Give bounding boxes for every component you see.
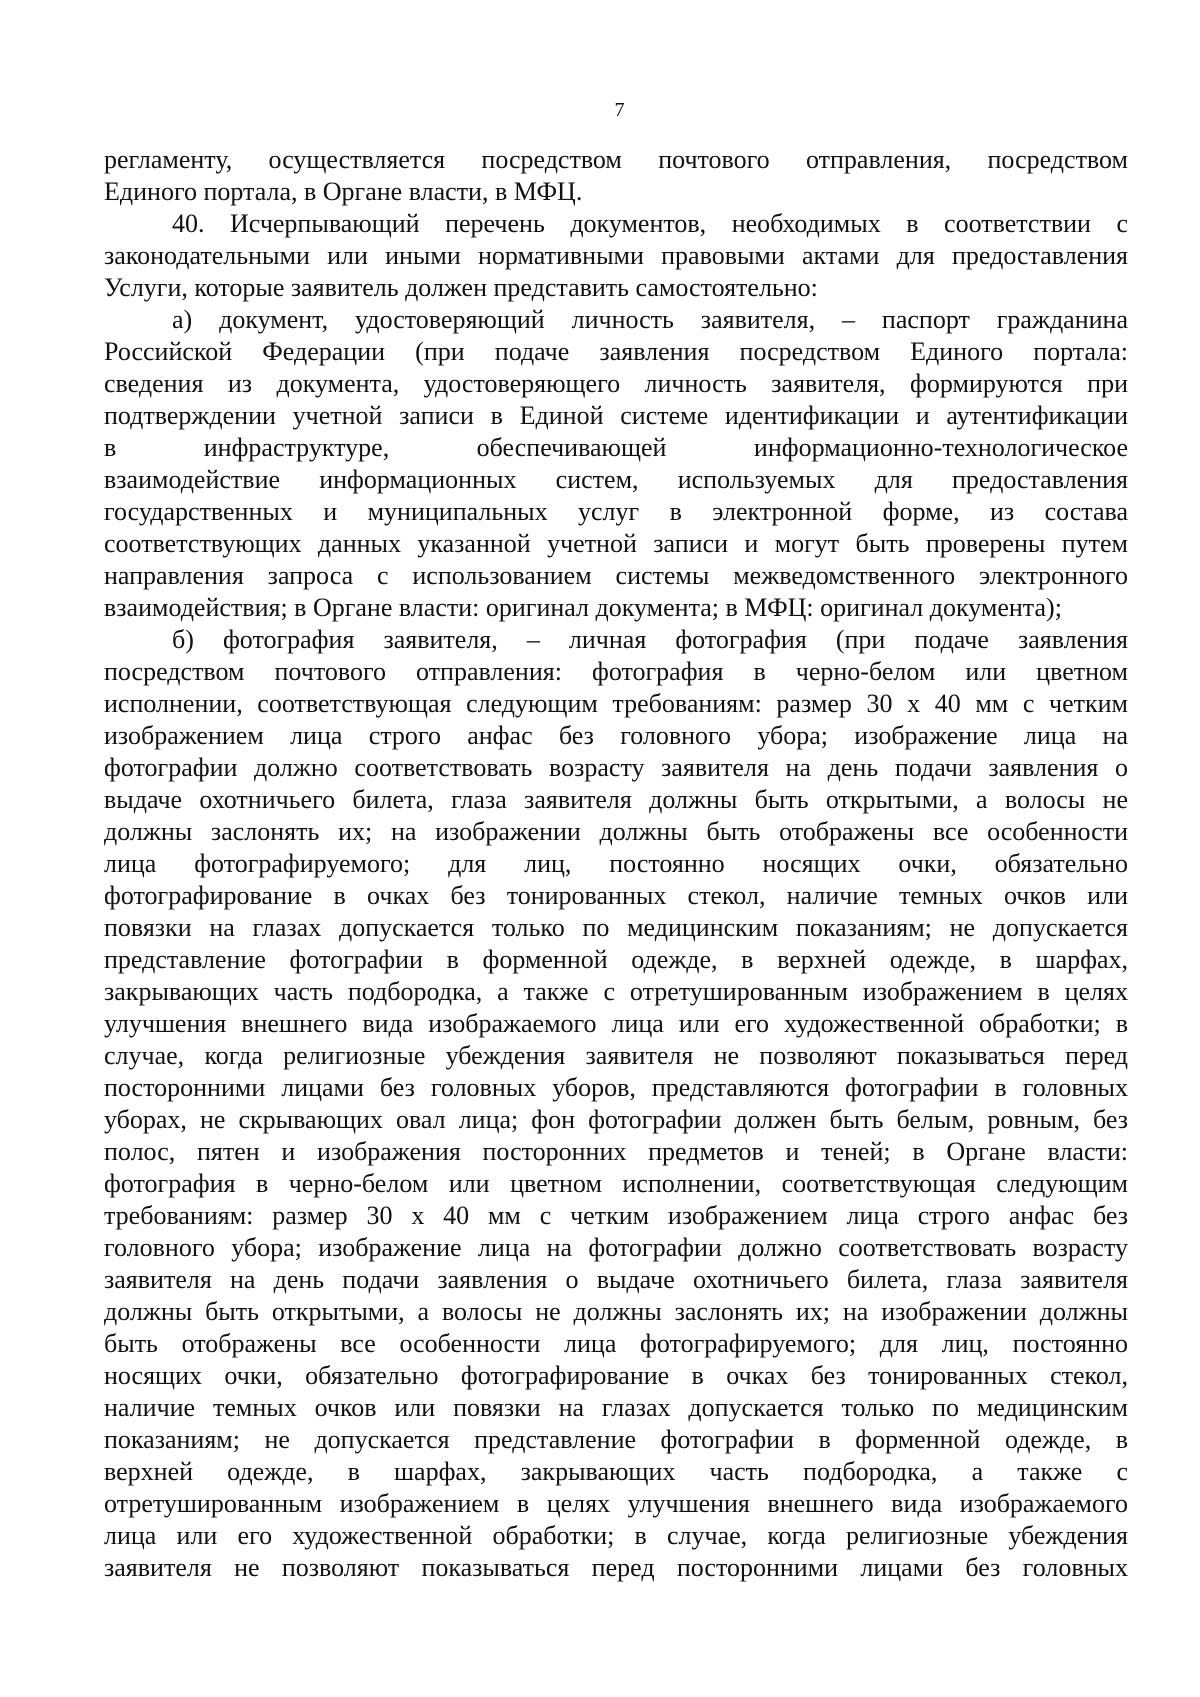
- text-line: должны заслонять их; на изображении должны быть отображены все особенности: [104, 817, 1128, 846]
- text-line: лица фотографируемого; для лиц, постоянно носящих очки, обязательно: [104, 849, 1128, 878]
- text-line: быть отображены все особенности лица фотографируемого; для лиц, постоянно: [104, 1329, 1128, 1358]
- text-line: изображением лица строго анфас без головного убора; изображение лица на: [104, 721, 1128, 750]
- text-line: показаниям; не допускается представление фотографии в форменной одежде, в: [104, 1425, 1128, 1454]
- text-line: фотографии должно соответствовать возрасту заявителя на день подачи заявления о: [104, 753, 1128, 782]
- text-line: случае, когда религиозные убеждения заявителя не позволяют показываться перед: [104, 1041, 1128, 1070]
- text-line: законодательными или иными нормативными правовыми актами для предоставления: [104, 241, 1128, 270]
- text-line: Российской Федерации (при подаче заявления посредством Единого портала:: [104, 337, 1128, 366]
- text-line: 40. Исчерпывающий перечень документов, необходимых в соответствии с: [172, 209, 1128, 238]
- text-line: сведения из документа, удостоверяющего личность заявителя, формируются при: [104, 369, 1128, 398]
- text-line: выдаче охотничьего билета, глаза заявителя должны быть открытыми, а волосы не: [104, 785, 1128, 814]
- text-line: в инфраструктуре, обеспечивающей информационно-технологическое: [104, 433, 1128, 462]
- text-line: взаимодействия; в Органе власти: оригинал документа; в МФЦ: оригинал документа);: [104, 593, 1062, 622]
- text-line: полос, пятен и изображения посторонних предметов и теней; в Органе власти:: [104, 1137, 1128, 1166]
- text-line: заявителя на день подачи заявления о выдаче охотничьего билета, глаза заявителя: [104, 1265, 1128, 1294]
- body-text: [104, 144, 1128, 1584]
- text-line: направления запроса с использованием системы межведомственного электронного: [104, 561, 1128, 590]
- text-line: требованиям: размер 30 х 40 мм с четким изображением лица строго анфас без: [104, 1201, 1128, 1230]
- text-line: посредством почтового отправления: фотография в черно-белом или цветном: [104, 657, 1128, 686]
- text-line: регламенту, осуществляется посредством почтового отправления, посредством: [104, 145, 1128, 174]
- text-line: подтверждении учетной записи в Единой системе идентификации и аутентификации: [104, 401, 1128, 430]
- text-line: а) документ, удостоверяющий личность заявителя, – паспорт гражданина: [172, 305, 1128, 334]
- text-line: Единого портала, в Органе власти, в МФЦ.: [104, 177, 583, 206]
- text-line: б) фотография заявителя, – личная фотография (при подаче заявления: [172, 625, 1128, 654]
- text-line: носящих очки, обязательно фотографирование в очках без тонированных стекол,: [104, 1361, 1128, 1390]
- text-line: улучшения внешнего вида изображаемого лица или его художественной обработки; в: [104, 1009, 1128, 1038]
- page-number: 7: [614, 99, 625, 121]
- text-line: закрывающих часть подбородка, а также с отретушированным изображением в целях: [104, 977, 1128, 1006]
- text-line: наличие темных очков или повязки на глазах допускается только по медицинским: [104, 1393, 1128, 1422]
- text-line: исполнении, соответствующая следующим требованиям: размер 30 х 40 мм с четким: [104, 689, 1128, 718]
- text-line: головного убора; изображение лица на фотографии должно соответствовать возрасту: [104, 1233, 1128, 1262]
- text-line: уборах, не скрывающих овал лица; фон фотографии должен быть белым, ровным, без: [104, 1105, 1128, 1134]
- text-line: фотография в черно-белом или цветном исполнении, соответствующая следующим: [104, 1169, 1128, 1198]
- text-line: лица или его художественной обработки; в случае, когда религиозные убеждения: [104, 1521, 1128, 1550]
- text-line: Услуги, которые заявитель должен представить самостоятельно:: [104, 273, 818, 302]
- text-line: соответствующих данных указанной учетной записи и могут быть проверены путем: [104, 529, 1128, 558]
- text-line: отретушированным изображением в целях улучшения внешнего вида изображаемого: [104, 1489, 1128, 1518]
- text-line: заявителя не позволяют показываться перед посторонними лицами без головных: [104, 1553, 1128, 1582]
- text-line: верхней одежде, в шарфах, закрывающих часть подбородка, а также с: [104, 1457, 1128, 1486]
- text-line: представление фотографии в форменной одежде, в верхней одежде, в шарфах,: [104, 945, 1128, 974]
- text-line: государственных и муниципальных услуг в электронной форме, из состава: [104, 497, 1128, 526]
- text-line: взаимодействие информационных систем, используемых для предоставления: [104, 465, 1128, 494]
- text-line: посторонними лицами без головных уборов, представляются фотографии в головных: [104, 1073, 1128, 1102]
- text-line: фотографирование в очках без тонированных стекол, наличие темных очков или: [104, 881, 1128, 910]
- text-line: должны быть открытыми, а волосы не должны заслонять их; на изображении должны: [104, 1297, 1128, 1326]
- text-line: повязки на глазах допускается только по медицинским показаниям; не допускается: [104, 913, 1128, 942]
